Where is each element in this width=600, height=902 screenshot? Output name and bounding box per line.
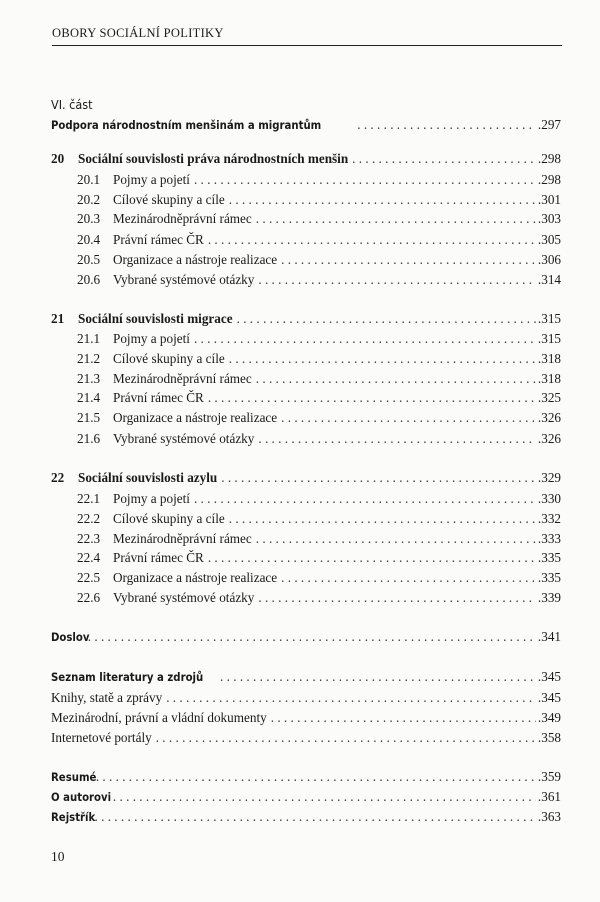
toc-entry-page: .297 [537,117,561,132]
toc-entry-section [77,171,561,189]
toc-entry-chapter [51,150,561,168]
toc-entry-number: 21 [51,311,65,326]
toc-entry-section [77,330,561,348]
toc-entry-label: Sociální souvislosti práva národnostních menšin [78,151,349,166]
toc-entry-label: Organizace a nástroje realizace [113,252,278,267]
toc-entry-number: 22.3 [77,531,101,546]
toc-entry-section [77,389,561,407]
toc-entry-section [77,409,561,427]
toc-entry-bibliography [51,668,561,686]
toc-entry-number: 21.1 [77,331,101,346]
toc-entry-label: Právní rámec ČR [113,550,204,565]
toc-entry-section [77,191,561,209]
toc-entry-section [77,231,561,249]
toc-entry-number: 20.5 [77,252,101,267]
toc-entry-number: 20 [51,151,65,166]
toc-entry-about-author [51,788,561,806]
toc-entry-page: .335 [537,550,561,565]
toc-entry-label: Mezinárodněprávní rámec [113,211,252,226]
toc-entry-page: .318 [537,371,561,386]
toc-entry-section [77,569,561,587]
toc-entry-number: 21.3 [77,371,101,386]
page-number: 10 [51,849,65,864]
toc-entry-label: Rejstřík [51,810,96,824]
toc-entry-page: .315 [537,311,561,326]
toc-entry-section [77,251,561,269]
toc-entry-label: Vybrané systémové otázky [113,272,255,287]
toc-entry-label: Právní rámec ČR [113,390,204,405]
toc-entry-label: Cílové skupiny a cíle [113,192,225,207]
toc-entry-page: .341 [537,629,561,644]
toc-entry-number: 21.4 [77,390,101,405]
toc-entry-page: .325 [537,390,561,405]
toc-entry-part-heading [51,116,561,134]
toc-entry-page: .326 [537,410,561,425]
toc-entry-label: Internetové portály [51,730,152,745]
toc-entry-page: .301 [537,192,561,207]
toc-entry-label: Organizace a nástroje realizace [113,410,278,425]
toc-entry-page: .359 [537,769,561,784]
toc-entry-section [77,589,561,607]
toc-entry-page: .298 [537,172,561,187]
toc-entry-number: 20.2 [77,192,101,207]
toc-entry-number: 22.2 [77,511,101,526]
toc-entry-label: Pojmy a pojetí [113,172,190,187]
toc-entry-section [77,210,561,228]
toc-entry-page: .349 [537,710,561,725]
toc-entry-page: .326 [537,431,561,446]
running-header: OBORY SOCIÁLNÍ POLITIKY [52,26,562,46]
toc-entry-label: O autorovi [51,790,112,804]
toc-entry-afterword [51,628,561,646]
part-label: VI. část [51,97,93,112]
toc-entry-page: .358 [537,730,561,745]
toc-entry-section [77,490,561,508]
toc-entry-label: Organizace a nástroje realizace [113,570,278,585]
toc-entry-label: Pojmy a pojetí [113,331,190,346]
toc-entry-number: 20.3 [77,211,101,226]
toc-entry-section [77,271,561,289]
toc-entry-page: .318 [537,351,561,366]
toc-entry-label: Resumé [51,770,97,784]
toc-entry-number: 22 [51,470,65,485]
toc-entry-label: Právní rámec ČR [113,232,204,247]
toc-entry-page: .305 [537,232,561,247]
toc-entry-summary [51,768,561,786]
toc-entry-number: 21.5 [77,410,101,425]
toc-entry-section [77,370,561,388]
toc-entry-number: 22.1 [77,491,101,506]
toc-entry-chapter [51,469,561,487]
toc-entry-page: .333 [537,531,561,546]
toc-entry-page: .330 [537,491,561,506]
toc-entry-page: .361 [537,789,561,804]
toc-entry-page: .298 [537,151,561,166]
toc-entry-number: 20.6 [77,272,101,287]
toc-entry-subsection [51,709,561,727]
toc-entry-label: Mezinárodněprávní rámec [113,531,252,546]
toc-entry-label: Cílové skupiny a cíle [113,511,225,526]
toc-entry-section [77,549,561,567]
toc-entry-page: .339 [537,590,561,605]
toc-entry-section [77,530,561,548]
toc-entry-label: Podpora národnostním menšinám a migrantům [51,118,322,132]
toc-entry-label: Pojmy a pojetí [113,491,190,506]
toc-entry-page: .329 [537,470,561,485]
toc-entry-label: Knihy, statě a zprávy [51,690,163,705]
toc-entry-label: Doslov [51,630,90,644]
toc-entry-label: Vybrané systémové otázky [113,431,255,446]
toc-entry-label: Sociální souvislosti azylu [78,470,218,485]
toc-entry-number: 22.4 [77,550,101,565]
toc-entry-page: .306 [537,252,561,267]
toc-entry-page: .363 [537,809,561,824]
toc-entry-subsection [51,729,561,747]
toc-entry-number: 20.1 [77,172,101,187]
toc-entry-number: 21.6 [77,431,101,446]
toc-entry-section [77,510,561,528]
toc-entry-page: .303 [537,211,561,226]
toc-entry-subsection [51,689,561,707]
toc-entry-label: Vybrané systémové otázky [113,590,255,605]
toc-entry-label: Sociální souvislosti migrace [78,311,233,326]
toc-entry-number: 22.6 [77,590,101,605]
toc-entry-number: 22.5 [77,570,101,585]
toc-entry-page: .314 [537,272,561,287]
toc-entry-label: Seznam literatury a zdrojů [51,670,204,684]
toc-entry-page: .335 [537,570,561,585]
toc-entry-page: .332 [537,511,561,526]
toc-entry-label: Mezinárodněprávní rámec [113,371,252,386]
toc-entry-page: .315 [537,331,561,346]
toc-entry-label: Mezinárodní, právní a vládní dokumenty [51,710,267,725]
toc-entry-number: 21.2 [77,351,101,366]
toc-entry-section [77,350,561,368]
toc-entry-page: .345 [537,669,561,684]
toc-entry-page: .345 [537,690,561,705]
toc-entry-number: 20.4 [77,232,101,247]
toc-entry-index [51,808,561,826]
toc-entry-section [77,430,561,448]
toc-entry-chapter [51,310,561,328]
toc-entry-label: Cílové skupiny a cíle [113,351,225,366]
